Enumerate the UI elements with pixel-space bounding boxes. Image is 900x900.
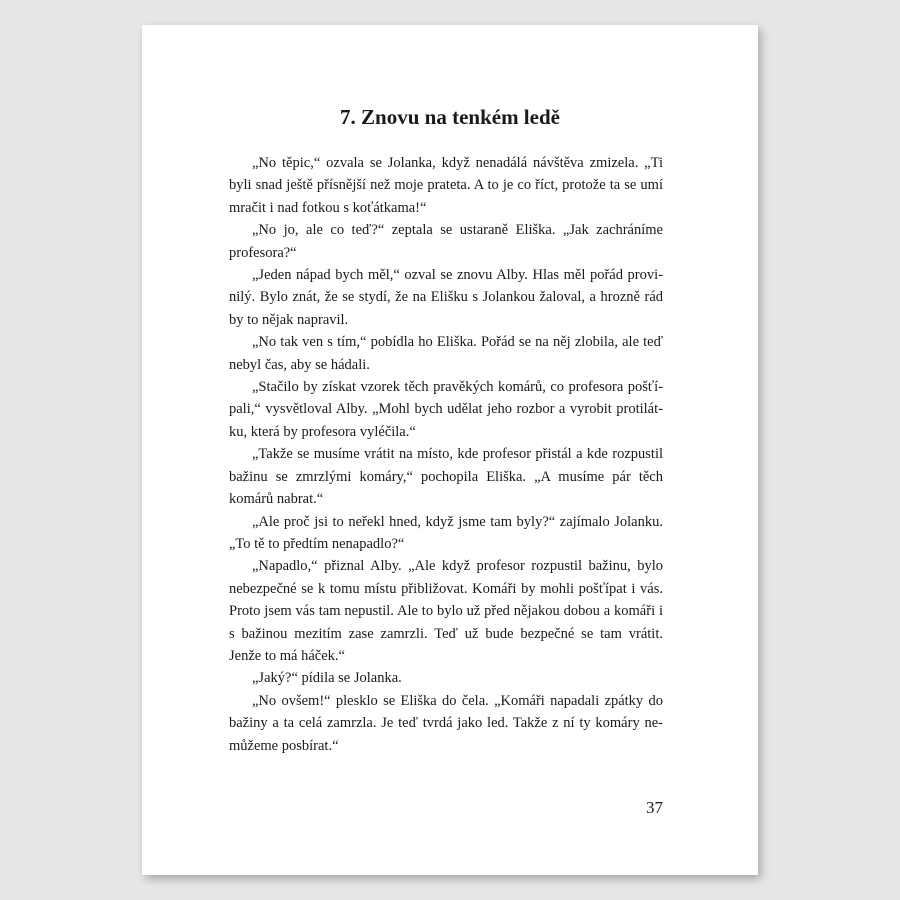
paragraph-3: „Jeden nápad bych měl,“ ozval se znovu Alby. Hlas měl pořád provinilý. Bylo znát, že se stydí, že na Elišku s Jolankou žaloval, a hrozně rád by to nějak napravil. <box>229 267 663 328</box>
paragraph-1: „No těpic,“ ozvala se Jolanka, když nenadálá návštěva zmizela. „Ti byli snad ještě přísnější než moje prateta. A to je co říct, protože ta se umí mračit i nad fotkou s koťátkama!“ <box>229 155 663 216</box>
paragraph-4: „No tak ven s tím,“ pobídla ho Eliška. Pořád se na něj zlobila, ale teď nebyl čas, aby se hádali. <box>229 334 663 373</box>
chapter-title: 7. Znovu na tenkém ledě <box>340 105 560 129</box>
paragraph-2: „No jo, ale co teď?“ zeptala se ustaraně Eliška. „Jak zachráníme profesora?“ <box>229 222 663 261</box>
paragraph-7: „Ale proč jsi to neřekl hned, když jsme tam byly?“ zajímalo Jolanku. „To tě to předtím nenapadlo?“ <box>229 513 663 552</box>
paragraph-10: „No ovšem!“ plesklo se Eliška do čela. „Komáři napadali zpátky do bažiny a ta celá zamrzla. Je teď tvrdá jako led. Takže z ní ty komáry nemůžeme posbírat.“ <box>229 692 663 754</box>
page-number: 37 <box>646 798 663 817</box>
chapter-body <box>229 152 663 757</box>
paragraph-9: „Jaký?“ pídila se Jolanka. <box>252 670 402 687</box>
paragraph-6: „Takže se musíme vrátit na místo, kde profesor přistál a kde rozpustil bažinu se zmrzlými komáry,“ pochopila Eliška. „A musíme pár těch komárů nabrat.“ <box>229 446 663 508</box>
paragraph-8: „Napadlo,“ přiznal Alby. „Ale když profesor rozpustil bažinu, bylo nebezpečné se k tomu místu přibližovat. Komáři by mohli pošťípat i vás. Proto jsem vás tam nepustil. Ale to bylo už před nějakou dobou a komáři i s bažinou mezitím zase zamrzli. Teď už bude bezpečné se tam vrátit. Jenže to má háček.“ <box>229 558 663 664</box>
paragraph-5: „Stačilo by získat vzorek těch pravěkých komárů, co profesora pošťípali,“ vysvětloval Alby. „Mohl bych udělat jeho rozbor a vyrobit protilátku, která by profesora vyléčila.“ <box>229 379 663 440</box>
book-page <box>142 25 758 875</box>
